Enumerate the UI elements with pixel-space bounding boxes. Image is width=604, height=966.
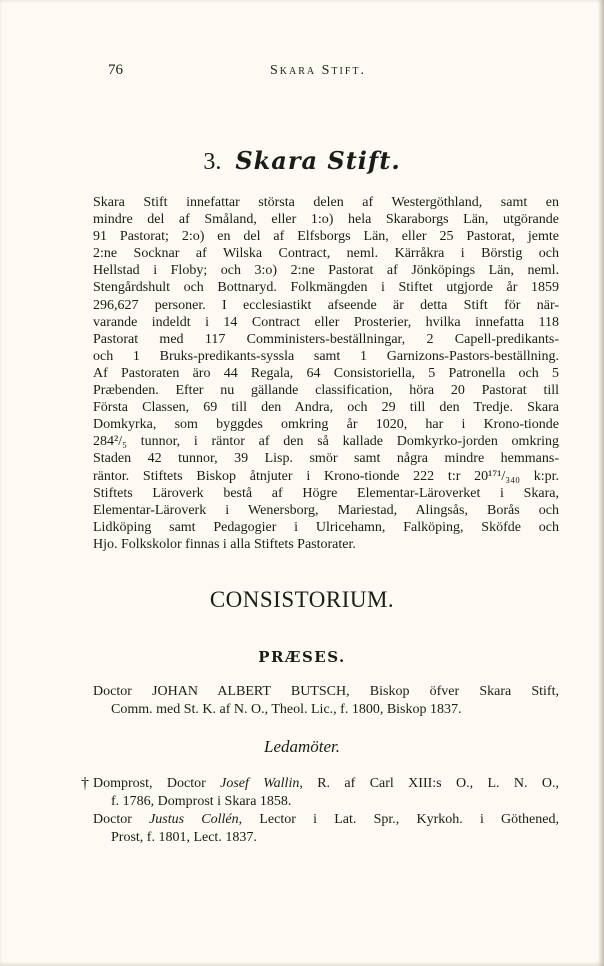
member-line-1 [93,775,559,793]
running-title: Skara Stift. [270,63,367,78]
member-name: Justus Collén [149,812,239,827]
ledamoter-heading: Ledamöter. [263,737,341,756]
member-name: Josef Wallin [220,776,300,791]
body-line: 284²/₅ tunnor, i räntor af den så kallade Domkyrko-jorden omkring [93,434,559,450]
page-edge-shadow [598,0,604,966]
page-number: 76 [108,62,123,78]
body-line: varande indeldt i 14 Contract eller Prosterier, hvilka innefatta 118 [93,314,559,330]
body-line: Första Classen, 69 till den Andra, och 29 till den Tredje. Skara [93,400,559,416]
body-line: mindre del af Småland, eller 1:o) hela Skaraborgs Län, utgörande [93,212,559,228]
body-line: Af Pastoraten äro 44 Regala, 64 Consistoriella, 5 Patronella och 5 [93,365,559,381]
consistorium-heading: CONSISTORIUM. [209,587,395,612]
body-line: Stengårdshult och Bottnaryd. Folkmängden i Stiftet utgjorde år 1859 [93,280,559,296]
praeses-entry [93,683,559,719]
body-line: och 1 Bruks-predikants-syssla samt 1 Garnizons-Pastors-beställning. [93,348,559,364]
section-title: Skara Stift. [235,146,401,175]
body-line: Domkyrka, som byggdes omkring år 1020, har i Krono-tionde [93,417,559,433]
praeses-line-1: Doctor JOHAN ALBERT BUTSCH, Biskop öfver Skara Stift, [93,684,559,699]
member-prefix: Domprost, Doctor [93,776,221,791]
member-titles: , R. af Carl XIII:s O., L. N. O., [299,776,560,791]
body-line: Skara Stift innefattar största delen af Westergöthland, samt en [93,195,559,210]
body-line: räntor. Stiftets Biskop åtnjuter i Krono-tionde 222 t:r 20¹⁷¹/₃₄₀ k:pr. [93,468,559,484]
body-line: 2:ne Socknar af Wilska Contract, neml. Kärråkra i Börstig och [93,246,559,262]
member-line-2: Prost, f. 1801, Lect. 1837. [111,830,257,845]
section-number: 3. [203,149,222,175]
body-line: Hellstad i Floby; och 3:o) 2:ne Pastorat af Jönköpings Län, neml. [93,263,559,279]
member-entry [93,811,559,847]
running-head [108,62,544,82]
body-line: Elementar-Läroverk i Wenersborg, Mariestad, Alingsås, Borås och [93,502,559,518]
body-paragraph [93,194,559,553]
member-line-2: f. 1786, Domprost i Skara 1858. [111,794,292,809]
member-line-1 [93,811,559,829]
body-line: 91 Pastorat; 2:o) en del af Elfsborgs Län, eller 25 Pastorat, jemte [93,229,559,245]
member-entry [93,775,559,811]
section-heading [0,146,604,176]
body-line: 296,627 personer. I ecclesiastikt afseende är detta Stift för när- [93,297,559,313]
body-line: Staden 42 tunnor, 39 Lisp. smör samt några mindre hemmans- [93,451,559,467]
praeses-line-2: Comm. med St. K. af N. O., Theol. Lic., f. 1800, Biskop 1837. [111,702,462,717]
body-line: Præbenden. Efter nu gällande classification, höra 20 Pastorat till [93,383,559,399]
member-titles: , Lector i Lat. Spr., Kyrkoh. i Göthened, [238,812,559,827]
praeses-heading: PRÆSES. [258,648,346,666]
body-line: Stiftets Läroverk bestå af Högre Elementar-Läroverket i Skara, [93,485,559,501]
body-line: Lidköping samt Pedagogier i Ulricehamn, Falköping, Sköfde och [93,519,559,535]
body-line: Pastorat med 117 Comministers-beställningar, 2 Capell-predikants- [93,331,559,347]
body-line: Hjo. Folkskolor finnas i alla Stiftets Pastorater. [93,536,356,552]
deceased-marker: † [81,775,89,792]
member-prefix: Doctor [93,812,150,827]
